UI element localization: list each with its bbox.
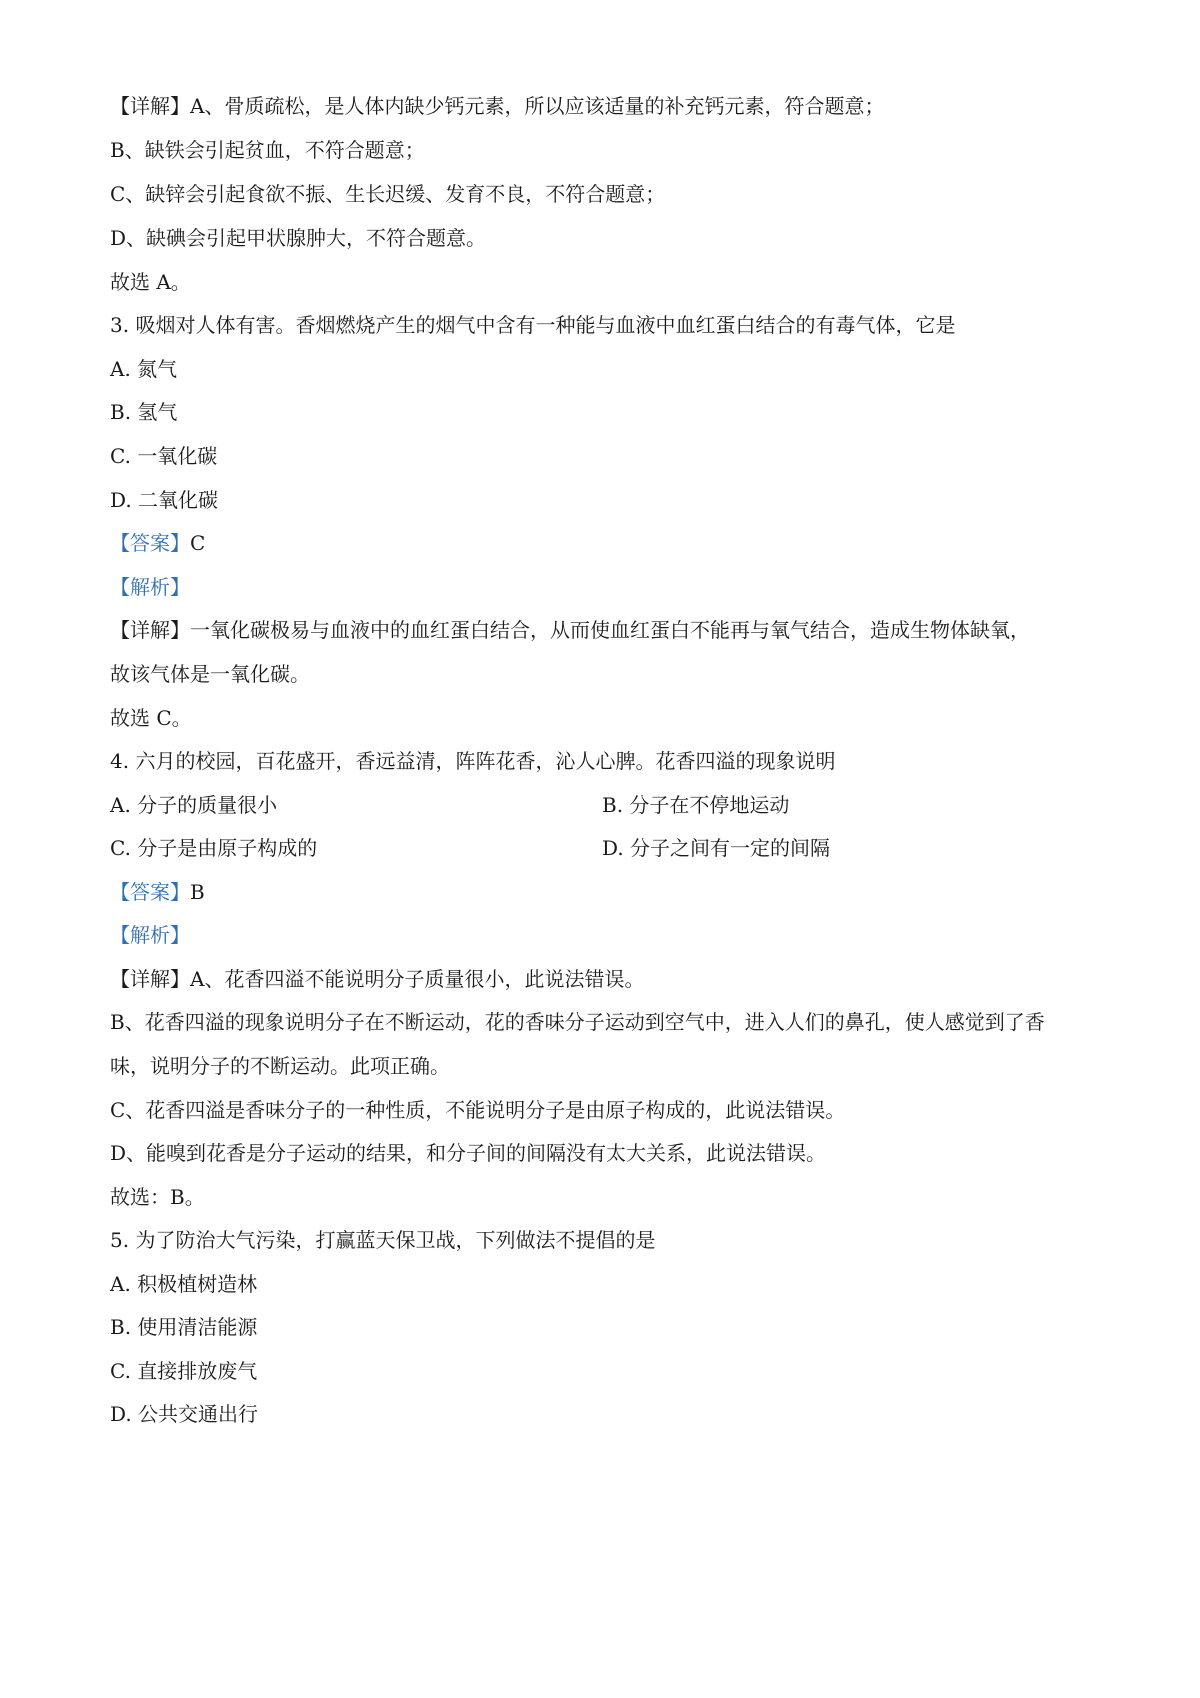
q5-option-b: B. 使用清洁能源	[110, 1315, 258, 1339]
q3-detail-1: 【详解】一氧化碳极易与血液中的血红蛋白结合，从而使血红蛋白不能再与氧气结合，造成生物体缺氧，	[110, 618, 1030, 642]
q5-option-d: D. 公共交通出行	[110, 1402, 259, 1426]
q2-detail-b: B、缺铁会引起贫血，不符合题意；	[110, 138, 425, 162]
q4-answer-value: B	[190, 880, 205, 904]
q2-detail-d: D、缺碘会引起甲状腺肿大，不符合题意。	[110, 226, 487, 250]
q3-answer-value: C	[190, 531, 206, 555]
q3-option-c: C. 一氧化碳	[110, 444, 218, 468]
q4-stem: 4. 六月的校园，百花盛开，香远益清，阵阵花香，沁人心脾。花香四溢的现象说明	[110, 749, 836, 773]
q5-option-c: C. 直接排放废气	[110, 1359, 258, 1383]
q4-conclusion: 故选：B。	[110, 1185, 205, 1209]
q5-option-a: A. 积极植树造林	[110, 1272, 258, 1296]
q4-analysis-tag: 【解析】	[110, 923, 190, 947]
q4-answer	[110, 878, 205, 906]
q4-option-c: C. 分子是由原子构成的	[110, 836, 318, 860]
q3-analysis-tag: 【解析】	[110, 575, 190, 599]
q3-option-a: A. 氮气	[110, 357, 178, 381]
q3-answer	[110, 529, 205, 557]
q2-conclusion: 故选 A。	[110, 270, 191, 294]
q5-stem: 5. 为了防治大气污染，打赢蓝天保卫战，下列做法不提倡的是	[110, 1228, 656, 1252]
q4-detail-b2: 味，说明分子的不断运动。此项正确。	[110, 1054, 450, 1078]
q4-option-a: A. 分子的质量很小	[110, 793, 278, 817]
q4-detail-b1: B、花香四溢的现象说明分子在不断运动，花的香味分子运动到空气中，进入人们的鼻孔，使人感觉到了香	[110, 1010, 1045, 1034]
q4-answer-tag: 【答案】	[110, 880, 190, 904]
q4-option-b: B. 分子在不停地运动	[602, 793, 790, 817]
q3-option-d: D. 二氧化碳	[110, 488, 219, 512]
q3-detail-2: 故该气体是一氧化碳。	[110, 662, 310, 686]
q4-detail-c: C、花香四溢是香味分子的一种性质，不能说明分子是由原子构成的，此说法错误。	[110, 1098, 846, 1122]
q3-answer-tag: 【答案】	[110, 531, 190, 555]
q3-option-b: B. 氢气	[110, 400, 178, 424]
q2-detail-a: 【详解】A、骨质疏松，是人体内缺少钙元素，所以应该适量的补充钙元素，符合题意；	[110, 94, 885, 118]
q3-conclusion: 故选 C。	[110, 706, 192, 730]
q4-detail-d: D、能嗅到花香是分子运动的结果，和分子间的间隔没有太大关系，此说法错误。	[110, 1141, 827, 1165]
q2-detail-c: C、缺锌会引起食欲不振、生长迟缓、发育不良，不符合题意；	[110, 182, 666, 206]
q3-stem: 3. 吸烟对人体有害。香烟燃烧产生的烟气中含有一种能与血液中血红蛋白结合的有毒气体，它是	[110, 313, 956, 337]
q4-detail-a: 【详解】A、花香四溢不能说明分子质量很小，此说法错误。	[110, 967, 645, 991]
q4-option-d: D. 分子之间有一定的间隔	[602, 836, 831, 860]
